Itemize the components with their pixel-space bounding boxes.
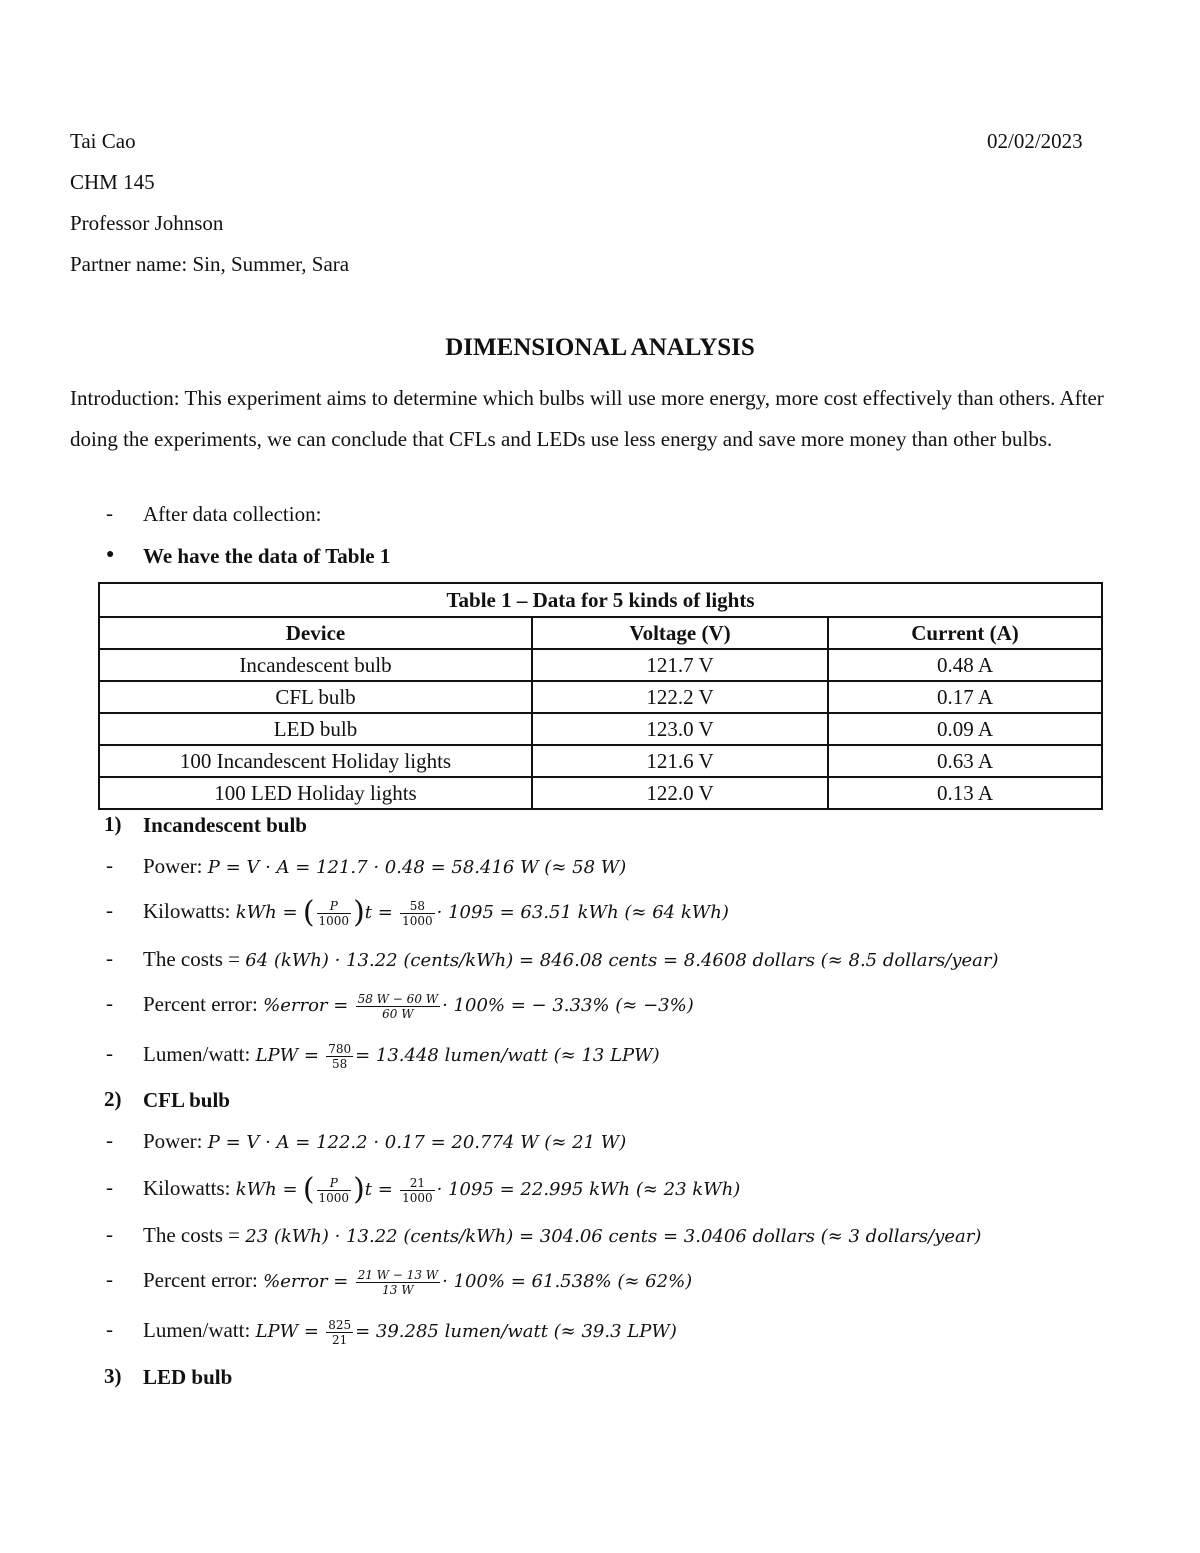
- kwh-mid: t =: [364, 1179, 393, 1200]
- section-number: 2): [104, 1087, 122, 1111]
- lumen-watt-label: Lumen/watt:: [143, 1318, 256, 1342]
- kwh-lhs: kWh =: [235, 902, 298, 923]
- percent-error-lhs: %error =: [263, 995, 349, 1016]
- table-cell-voltage: 121.7 V: [532, 649, 828, 681]
- lumen-watt-fraction: $\frac{825}{21}$: [328, 1317, 352, 1347]
- table-row: [99, 713, 1102, 745]
- bullet-icon: ●: [106, 547, 115, 562]
- cost-label: The costs =: [143, 1223, 246, 1247]
- power-line: [143, 1128, 626, 1156]
- introduction-paragraph: Introduction: This experiment aims to determine which bulbs will use more energy, more cost effectively than others. After doing the experiments, we can conclude that CFLs and LEDs use less energy and save more money than other bulbs.: [70, 386, 1104, 451]
- table-row: [99, 777, 1102, 809]
- lumen-watt-fraction: $\frac{780}{58}$: [328, 1041, 352, 1071]
- cost-expression: 64 (kWh) · 13.22 (cents/kWh) = 846.08 cents = 8.4608 dollars (≈ 8.5 dollars/year): [245, 950, 999, 971]
- table-row: [99, 745, 1102, 777]
- table-intro-text: We have the data of Table 1: [143, 544, 391, 568]
- table-cell-current: 0.09 A: [828, 713, 1102, 745]
- table-cell-current: 0.63 A: [828, 745, 1102, 777]
- cost-line: [143, 946, 999, 974]
- percent-error-label: Percent error:: [143, 992, 264, 1016]
- lumen-watt-line: [143, 1308, 677, 1354]
- list-dash: -: [106, 1317, 113, 1341]
- course-code: CHM 145: [70, 170, 155, 194]
- cost-line: [143, 1222, 981, 1250]
- kwh-lhs: kWh =: [235, 1179, 298, 1200]
- power-label: Power:: [143, 854, 208, 878]
- table-row: [99, 681, 1102, 713]
- section-number: 3): [104, 1364, 122, 1388]
- lumen-watt-line: [143, 1032, 660, 1078]
- table-cell-device: CFL bulb: [99, 681, 532, 713]
- kwh-fraction: $\frac{P}{1000}$: [318, 1175, 350, 1205]
- power-line: [143, 853, 626, 881]
- table-cell-device: 100 LED Holiday lights: [99, 777, 532, 809]
- table-cell-current: 0.48 A: [828, 649, 1102, 681]
- lumen-watt-lhs: LPW =: [255, 1045, 319, 1066]
- data-table: [98, 582, 1103, 810]
- percent-error-rhs: · 100% = − 3.33% (≈ −3%): [442, 995, 694, 1016]
- professor-name: Professor Johnson: [70, 211, 224, 235]
- kwh-mid: t =: [364, 902, 393, 923]
- lumen-watt-label: Lumen/watt:: [143, 1042, 256, 1066]
- section-number: 1): [104, 812, 122, 836]
- table-cell-voltage: 121.6 V: [532, 745, 828, 777]
- kwh-fraction-values: $\frac{21}{1000}$: [402, 1175, 433, 1205]
- list-dash: -: [106, 991, 113, 1015]
- table-cell-device: LED bulb: [99, 713, 532, 745]
- percent-error-rhs: · 100% = 61.538% (≈ 62%): [442, 1271, 693, 1292]
- section-heading-led: LED bulb: [143, 1365, 233, 1389]
- kwh-rhs: · 1095 = 22.995 kWh (≈ 23 kWh): [436, 1179, 741, 1200]
- percent-error-line: [143, 1258, 692, 1304]
- percent-error-line: [143, 982, 694, 1028]
- percent-error-fraction: $\frac{21 W - 13 W}{13 W}$: [357, 1267, 439, 1297]
- list-dash: -: [106, 898, 113, 922]
- cost-label: The costs =: [143, 947, 246, 971]
- list-dash: -: [106, 1267, 113, 1291]
- table-row: [99, 649, 1102, 681]
- kwh-label: Kilowatts:: [143, 1176, 236, 1200]
- table-cell-device: 100 Incandescent Holiday lights: [99, 745, 532, 777]
- kwh-fraction: $\frac{P}{1000}$: [318, 898, 350, 928]
- power-expression: P = V · A = 121.7 · 0.48 = 58.416 W (≈ 58 W): [207, 857, 627, 878]
- table-cell-current: 0.17 A: [828, 681, 1102, 713]
- power-expression: P = V · A = 122.2 · 0.17 = 20.774 W (≈ 21 W): [207, 1132, 627, 1153]
- list-dash: -: [106, 1175, 113, 1199]
- table-header-current: Current (A): [828, 617, 1102, 649]
- list-dash: -: [106, 853, 113, 877]
- kwh-label: Kilowatts:: [143, 899, 236, 923]
- list-dash: -: [106, 501, 113, 525]
- percent-error-fraction: $\frac{58 W - 60 W}{60 W}$: [357, 991, 439, 1021]
- list-dash: -: [106, 1041, 113, 1065]
- kwh-fraction-values: $\frac{58}{1000}$: [402, 898, 433, 928]
- percent-error-label: Percent error:: [143, 1268, 264, 1292]
- section-heading-cfl: CFL bulb: [143, 1088, 230, 1112]
- table-cell-voltage: 122.0 V: [532, 777, 828, 809]
- document-date: 02/02/2023: [987, 129, 1083, 153]
- table-cell-device: Incandescent bulb: [99, 649, 532, 681]
- table-header-device: Device: [99, 617, 532, 649]
- table-cell-voltage: 123.0 V: [532, 713, 828, 745]
- power-label: Power:: [143, 1129, 208, 1153]
- kwh-line: Kilowatts: kWh = ( $\frac{P}{1000}$ )t = $\frac{58}{1000}$ · 1095 = 63.51 kWh (≈ 64 kWh): [143, 895, 729, 931]
- lumen-watt-rhs: = 13.448 lumen/watt (≈ 13 LPW): [355, 1045, 660, 1066]
- partner-names: Partner name: Sin, Summer, Sara: [70, 252, 350, 276]
- list-dash: -: [106, 946, 113, 970]
- author-name: Tai Cao: [70, 129, 136, 153]
- lumen-watt-lhs: LPW =: [255, 1321, 319, 1342]
- table-header-voltage: Voltage (V): [532, 617, 828, 649]
- kwh-rhs: · 1095 = 63.51 kWh (≈ 64 kWh): [436, 902, 729, 923]
- list-dash: -: [106, 1128, 113, 1152]
- after-data-text: After data collection:: [143, 502, 322, 526]
- list-dash: -: [106, 1222, 113, 1246]
- percent-error-lhs: %error =: [263, 1271, 349, 1292]
- table-cell-current: 0.13 A: [828, 777, 1102, 809]
- section-heading-incandescent: Incandescent bulb: [143, 813, 307, 837]
- document-title: DIMENSIONAL ANALYSIS: [445, 334, 755, 361]
- kwh-line: Kilowatts: kWh = ( $\frac{P}{1000}$ )t = $\frac{21}{1000}$ · 1095 = 22.995 kWh (≈ 23 kWh): [143, 1172, 741, 1208]
- lumen-watt-rhs: = 39.285 lumen/watt (≈ 39.3 LPW): [355, 1321, 677, 1342]
- cost-expression: 23 (kWh) · 13.22 (cents/kWh) = 304.06 cents = 3.0406 dollars (≈ 3 dollars/year): [245, 1226, 982, 1247]
- table-cell-voltage: 122.2 V: [532, 681, 828, 713]
- table-caption: Table 1 – Data for 5 kinds of lights: [99, 583, 1102, 617]
